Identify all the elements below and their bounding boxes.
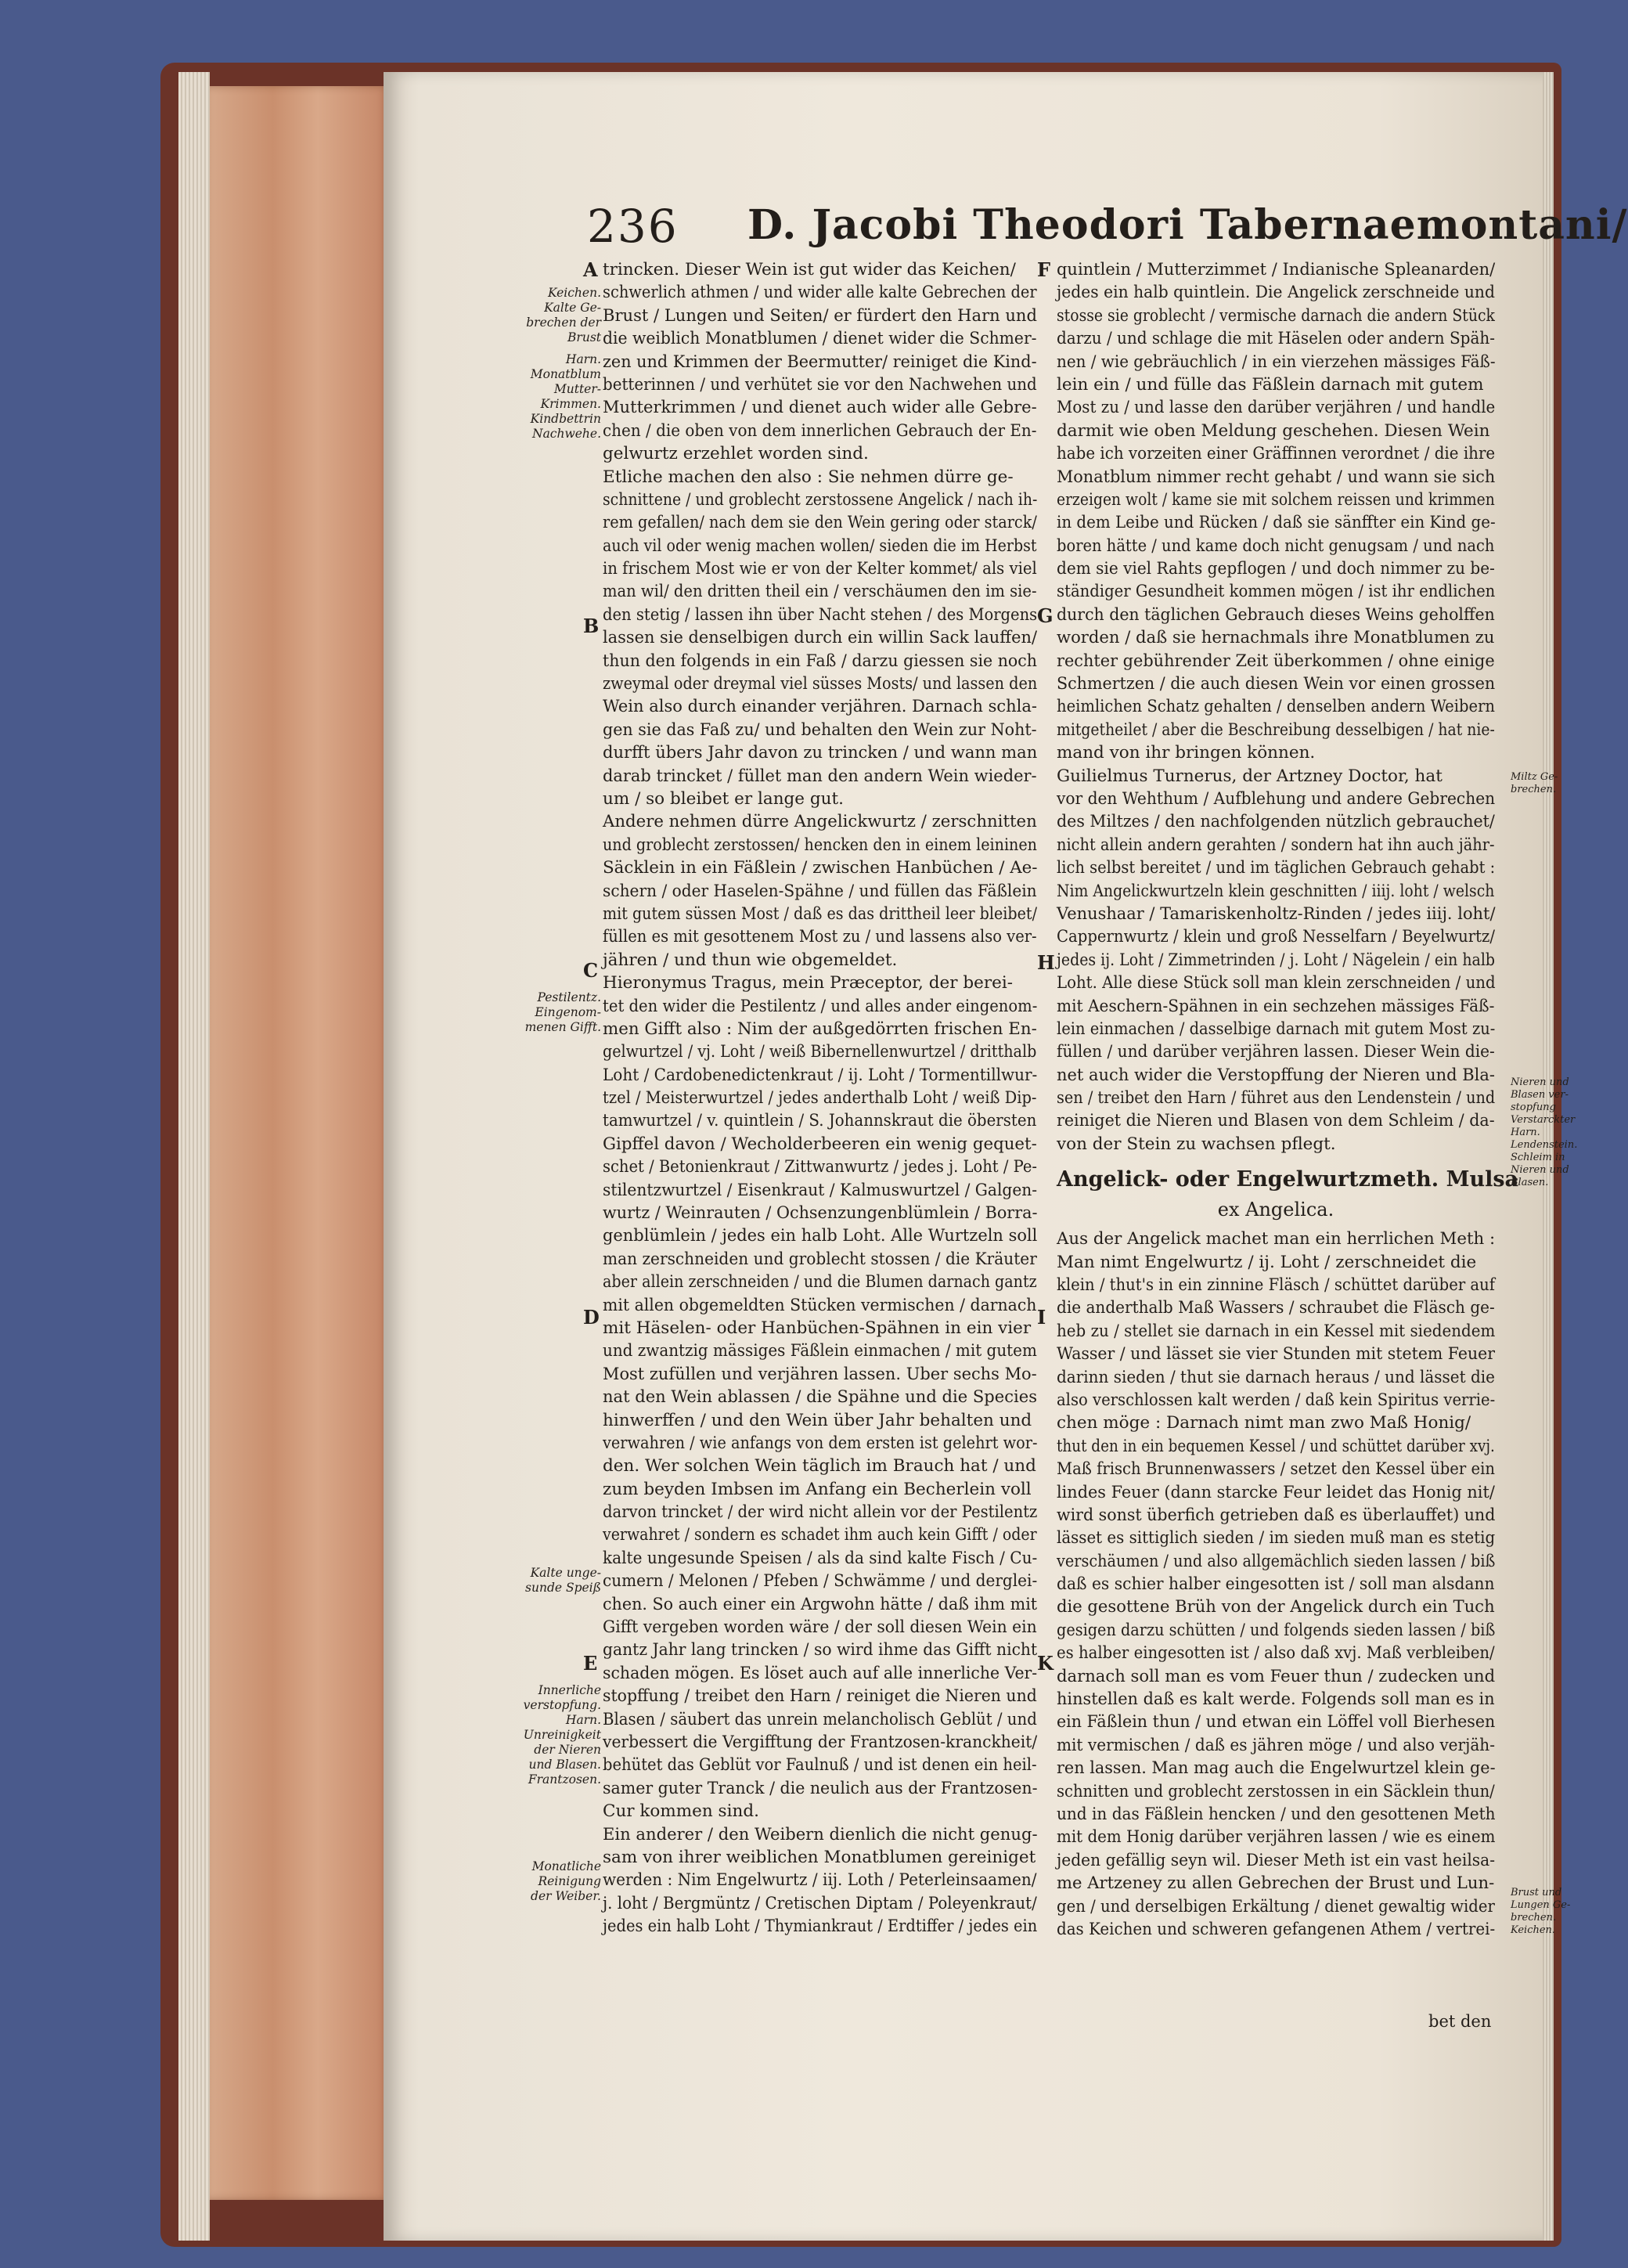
margin-note-verstopfung: Innerliche verstopfung. Harn. Unreinigkeit der Nieren und Blasen. Frantzosen. [523, 1683, 601, 1787]
text-line: schwerlich athmen / und wider alle kalte Gebrechen der [603, 283, 1037, 303]
text-line: mit dem Honig darüber verjähren lassen / wie es einem [1057, 1827, 1496, 1848]
text-line: also verschlossen kalt werden / daß kein Spiritus verrie- [1057, 1390, 1496, 1410]
text-line: Cur kommen sind. [603, 1801, 759, 1822]
text-line: me Artzeney zu allen Gebrechen der Brust und Lun- [1057, 1873, 1495, 1894]
text-line: wird sonst überfich getrieben daß es überlauffet) und [1057, 1505, 1496, 1525]
text-line: ständiger Gesundheit kommen mögen / ist ihr endlichen [1057, 582, 1496, 602]
text-line: tzel / Meisterwurtzel / jedes anderthalb Loht / weiß Dip- [603, 1088, 1037, 1109]
text-line: habe ich vorzeiten einer Gräffinnen verordnet / die ihre [1057, 444, 1496, 464]
margin-note-nieren: Nieren und Blasen ver- stopfung Verstarckter Harn. Lendenstein. Schleim in Nieren und Blasen. [1511, 1076, 1578, 1188]
text-line: heb zu / stellet sie darnach in ein Kessel mit siedendem [1057, 1321, 1496, 1341]
text-line: Mutterkrimmen / und dienet auch wider alle Gebre- [603, 398, 1037, 418]
text-line: chen / die oben von dem innerlichen Gebrauch der En- [603, 420, 1037, 441]
margin-note-pestilentz: Pestilentz. Eingenom- menen Gifft. [524, 990, 601, 1034]
text-line: sam von ihrer weiblichen Monatblumen gereiniget [603, 1847, 1036, 1867]
text-line: mit Aeschern-Spähnen in ein sechzehen mässiges Fäß- [1057, 996, 1495, 1016]
text-line: Wasser / und lässet sie vier Stunden mit stetem Feuer [1057, 1344, 1496, 1365]
text-line: das Keichen und schweren gefangenen Athem / vertrei- [1057, 1919, 1496, 1939]
text-line: betterinnen / und verhütet sie vor den Nachwehen und [603, 374, 1037, 395]
text-line: ein Fäßlein thun / und etwan ein Löffel voll Bierhesen [1057, 1712, 1496, 1733]
text-line: thut den in ein bequemen Kessel / und schüttet darüber xvj. [1057, 1436, 1495, 1456]
margin-note-kalte-speiss: Kalte unge- sunde Speiß [525, 1566, 601, 1595]
text-line: und zwantzig mässiges Fäßlein einmachen / mit gutem [603, 1341, 1037, 1361]
text-line: Etliche machen den also : Sie nehmen dürre ge- [603, 467, 1014, 487]
text-line: lein einmachen / dasselbige darnach mit gutem Most zu- [1057, 1019, 1496, 1039]
text-line: Most zu / und lasse den darüber verjähren / und handle [1057, 398, 1496, 418]
section-marker-k: K [1037, 1652, 1054, 1675]
section-marker-d: D [583, 1306, 600, 1329]
text-line: vor den Wehthum / Aufblehung und andere Gebrechen [1057, 788, 1496, 809]
text-line: samer guter Tranck / die neulich aus der Frantzosen- [603, 1778, 1038, 1798]
text-line: mitgetheilet / aber die Beschreibung desselbigen / hat nie- [1057, 719, 1495, 740]
text-line: wurtz / Weinrauten / Ochsenzungenblümlein / Borra- [603, 1203, 1038, 1224]
section-marker-i: I [1037, 1306, 1046, 1329]
section-marker-b: B [583, 615, 600, 637]
margin-note-monatliche: Monatliche Reinigung der Weiber. [531, 1859, 601, 1903]
text-line: lindes Feuer (dann starcke Feur leidet das Honig nit/ [1057, 1482, 1495, 1502]
text-line: gantz Jahr lang trincken / so wird ihme das Gifft nicht [603, 1640, 1038, 1660]
text-line: Wein also durch einander verjähren. Darnach schla- [603, 697, 1037, 717]
text-line: rechter gebührender Zeit überkommen / ohne einige [1057, 651, 1495, 671]
text-line: die weiblich Monatblumen / dienet wider die Schmer- [603, 329, 1037, 349]
text-line: erzeigen wolt / kame sie mit solchem reissen und krimmen [1057, 489, 1495, 510]
text-line: ren lassen. Man mag auch die Engelwurtzel klein ge- [1057, 1758, 1496, 1779]
page-stack-edge [178, 72, 210, 2241]
catchword: bet den [1428, 2012, 1492, 2031]
text-line: stosse sie groblecht / vermische darnach die andern Stück [1057, 305, 1495, 326]
section-subheading: ex Angelica. [1217, 1199, 1334, 1221]
text-line: stopffung / treibet den Harn / reiniget die Nieren und [603, 1686, 1037, 1707]
text-line: des Miltzes / den nachfolgenden nützlich gebrauchet/ [1057, 812, 1495, 832]
text-line: genblümlein / jedes ein halb Loht. Alle Wurtzeln soll [603, 1226, 1038, 1246]
margin-note-harn: Harn. Monatblum Mutter- Krimmen. Kindbettrin Nachwehe. [530, 352, 601, 441]
text-line: füllen es mit gesottenem Most zu / und lassens also ver- [603, 927, 1037, 947]
text-line: Schmertzen / die auch diesen Wein vor einen grossen [1057, 674, 1496, 694]
text-line: aber allein zerschneiden / und die Blumen darnach gantz [603, 1272, 1037, 1293]
text-line: gelwurtzel / vj. Loht / weiß Bibernellenwurtzel / dritthalb [603, 1042, 1037, 1062]
text-line: Man nimt Engelwurtz / ij. Loht / zerschneidet die [1057, 1252, 1477, 1272]
text-line: Gifft vergeben worden wäre / der soll diesen Wein ein [603, 1617, 1037, 1638]
margin-note-brust: Brust und Lungen Ge- brechen. Keichen. [1511, 1887, 1571, 1936]
text-line: schaden mögen. Es löset auch auf alle innerliche Ver- [603, 1663, 1038, 1683]
text-line: zen und Krimmen der Beermutter/ reiniget die Kind- [603, 352, 1037, 372]
text-line: Guilielmus Turnerus, der Artzney Doctor, hat [1057, 766, 1443, 786]
section-marker-h: H [1037, 951, 1055, 974]
text-line: heimlichen Schatz gehalten / denselben andern Weibern [1057, 697, 1496, 717]
text-line: jedes ein halb quintlein. Die Angelick zerschneide und [1057, 283, 1495, 303]
left-text-column [603, 258, 1037, 1938]
text-line: von der Stein zu wachsen pflegt. [1057, 1134, 1336, 1154]
text-line: Brust / Lungen und Seiten/ er fürdert den Harn und [603, 305, 1037, 326]
text-line: Cappernwurtz / klein und groß Nesselfarn / Beyelwurtz/ [1057, 927, 1496, 947]
text-line: mit gutem süssen Most / daß es das drittheil leer bleibet/ [603, 903, 1038, 924]
text-line: man zerschneiden und groblecht stossen / die Kräuter [603, 1249, 1037, 1269]
text-line: mit vermischen / daß es jähren möge / und also verjäh- [1057, 1735, 1496, 1755]
text-line: kalte ungesunde Speisen / als da sind kalte Fisch / Cu- [603, 1548, 1038, 1568]
text-line: schnitten und groblecht zerstossen in ein Säcklein thun/ [1057, 1781, 1495, 1801]
text-line: daß es schier halber eingesotten ist / soll man alsdann [1057, 1574, 1495, 1595]
section-marker-g: G [1037, 604, 1054, 627]
text-line: jähren / und thun wie obgemeldet. [603, 950, 898, 970]
text-line: trincken. Dieser Wein ist gut wider das Keichen/ [603, 260, 1016, 279]
page-header [587, 200, 1628, 254]
text-line: mit allen obgemeldten Stücken vermischen / darnach [603, 1295, 1037, 1315]
text-line: quintlein / Mutterzimmet / Indianische Spleanarden/ [1057, 260, 1496, 279]
running-title: D. Jacobi Theodori Tabernaemontani/ [747, 201, 1628, 249]
text-line: verwahren / wie anfangs von dem ersten ist gelehrt wor- [603, 1433, 1038, 1453]
text-line: lassen sie denselbigen durch ein willin Sack lauffen/ [603, 628, 1037, 648]
text-line: zweymal oder dreymal viel süsses Mosts/ und lassen den [603, 674, 1038, 694]
text-line: füllen / und darüber verjähren lassen. Dieser Wein die- [1057, 1042, 1495, 1062]
text-line: und groblecht zerstossen/ hencken den in einem leininen [603, 835, 1037, 855]
text-line: die anderthalb Maß Wassers / schraubet die Fläsch ge- [1057, 1298, 1495, 1318]
text-line: chen möge : Darnach nimt man zwo Maß Honig/ [1057, 1413, 1471, 1433]
text-line: zum beyden Imbsen im Anfang ein Becherlein voll [603, 1479, 1032, 1499]
text-line: hinwerffen / und den Wein über Jahr behalten und [603, 1410, 1032, 1430]
text-line: die gesottene Brüh von der Angelick durch ein Tuch [1057, 1597, 1495, 1617]
text-line: Aus der Angelick machet man ein herrlichen Meth : [1057, 1229, 1496, 1249]
section-marker-c: C [583, 959, 599, 982]
right-text-column [1057, 258, 1519, 1941]
text-line: schet / Betonienkraut / Zittwanwurtz / jedes j. Loht / Pe- [603, 1157, 1037, 1177]
text-line: mand von ihr bringen können. [1057, 743, 1316, 763]
text-line: stilentzwurtzel / Eisenkraut / Kalmuswurtzel / Galgen- [603, 1180, 1038, 1200]
text-line: Hieronymus Tragus, mein Præceptor, der berei- [603, 973, 1013, 993]
text-line: reiniget die Nieren und Blasen von dem Schleim / da- [1057, 1111, 1495, 1131]
text-line: Gipffel davon / Wecholderbeeren ein wenig gequet- [603, 1134, 1037, 1154]
text-line: darmit wie oben Meldung geschehen. Diesen Wein [1057, 420, 1490, 441]
text-line: darvon trincket / der wird nicht allein vor der Pestilentz [603, 1502, 1038, 1523]
text-line: verwahret / sondern es schadet ihm auch kein Gifft / oder [603, 1525, 1037, 1545]
right-column-part-2 [1057, 1228, 1495, 1941]
text-line: um / so bleibet er lange gut. [603, 788, 844, 809]
section-marker-f: F [1037, 258, 1051, 281]
text-line: Monatblum nimmer recht gehabt / und wann sie sich [1057, 467, 1496, 487]
text-line: schnittene / und groblecht zerstossene Angelick / nach ih- [603, 489, 1038, 510]
text-line: nicht allein andern gerahten / sondern hat ihn auch jähr- [1057, 835, 1495, 855]
section-marker-a: A [583, 258, 598, 281]
text-line: nen / wie gebräuchlich / in ein vierzehen mässiges Fäß- [1057, 352, 1496, 372]
text-line: jeden gefällig seyn wil. Dieser Meth ist ein vast heilsa- [1057, 1850, 1496, 1870]
text-line: verschäumen / und also allgemächlich sieden lassen / biß [1057, 1551, 1496, 1571]
text-line: darnach soll man es vom Feuer thun / zudecken und [1057, 1666, 1496, 1686]
page-number: 236 [587, 200, 679, 253]
text-line: worden / daß sie hernachmals ihre Monatblumen zu [1057, 628, 1495, 648]
text-line: jedes ein halb Loht / Thymiankraut / Erdtiffer / jedes ein [603, 1916, 1038, 1937]
text-line: Andere nehmen dürre Angelickwurtz / zerschnitten [603, 812, 1037, 832]
text-line: darab trincket / füllet man den andern Wein wieder- [603, 766, 1037, 786]
text-line: tamwurtzel / v. quintlein / S. Johannskraut die öbersten [603, 1111, 1037, 1131]
text-line: thun den folgends in ein Faß / darzu giessen sie noch [603, 651, 1038, 671]
margin-note-miltz: Miltz Ge- brechen. [1511, 771, 1558, 795]
text-line: Säcklein in ein Fäßlein / zwischen Hanbüchen / Ae- [603, 858, 1038, 878]
text-line: in dem Leibe und Rücken / daß sie sänffter ein Kind ge- [1057, 513, 1496, 533]
text-line: schern / oder Haselen-Spähne / und füllen das Fäßlein [603, 881, 1037, 901]
text-line: lein ein / und fülle das Fäßlein darnach mit gutem [1057, 374, 1484, 395]
right-column-part-1 [1057, 258, 1495, 1156]
text-line: darzu / und schlage die mit Häselen oder andern Späh- [1057, 329, 1495, 349]
text-line: Loht / Cardobenedictenkraut / ij. Loht / Tormentillwur- [603, 1065, 1038, 1085]
section-heading: Angelick- oder Engelwurtzmeth. Mulsa [1057, 1167, 1519, 1192]
book-fore-edge [210, 86, 390, 2200]
text-line: gesigen darzu schütten / und folgends sieden lassen / biß [1057, 1620, 1496, 1640]
text-line: den stetig / lassen ihn über Nacht stehen / des Morgens [603, 604, 1038, 625]
text-line: jedes ij. Loht / Zimmetrinden / j. Loht / Nägelein / ein halb [1057, 950, 1496, 970]
text-line: Blasen / säubert das unrein melancholisch Geblüt / und [603, 1709, 1037, 1729]
text-line: boren hätte / und kame doch nicht genugsam / und nach [1057, 535, 1495, 556]
text-line: Venushaar / Tamariskenholtz-Rinden / jedes iiij. loht/ [1057, 903, 1496, 924]
text-line: hinstellen daß es kalt werde. Folgends soll man es in [1057, 1689, 1495, 1710]
text-line: rem gefallen/ nach dem sie den Wein gering oder starck/ [603, 513, 1037, 533]
text-line: Most zufüllen und verjähren lassen. Uber sechs Mo- [603, 1364, 1037, 1384]
text-line: j. loht / Bergmüntz / Cretischen Diptam / Poleyenkraut/ [603, 1893, 1037, 1913]
text-line: in frischem Most wie er von der Kelter kommet/ als viel [603, 559, 1037, 579]
text-line: und in das Fäßlein hencken / und den gesottenen Meth [1057, 1805, 1496, 1824]
text-line: durfft übers Jahr davon zu trincken / und wann man [603, 743, 1038, 763]
text-line: chen. So auch einer ein Argwohn hätte / daß ihm mit [603, 1594, 1038, 1614]
text-line: man wil/ den dritten theil ein / verschäumen den im sie- [603, 582, 1037, 602]
text-line: tet den wider die Pestilentz / und alles ander eingenom- [603, 996, 1038, 1016]
text-line: auch vil oder wenig machen wollen/ sieden die im Herbst [603, 535, 1037, 556]
text-line: Ein anderer / den Weibern dienlich die nicht genug- [603, 1824, 1038, 1844]
text-line: cumern / Melonen / Pfeben / Schwämme / und derglei- [603, 1571, 1038, 1592]
text-line: lich selbst bereitet / und im täglichen Gebrauch gehabt : [1057, 858, 1496, 878]
text-line: darinn sieden / thut sie darnach heraus / und lässet die [1057, 1367, 1495, 1387]
text-line: verbessert die Vergifftung der Frantzosen-kranckheit/ [603, 1733, 1038, 1752]
margin-note-keichen: Keichen. Kalte Ge- brechen der Brust [526, 286, 601, 344]
text-line: es halber eingesotten ist / also daß xvj. Maß verbleiben/ [1057, 1643, 1495, 1664]
text-line: den. Wer solchen Wein täglich im Brauch hat / und [603, 1456, 1036, 1477]
text-line: durch den täglichen Gebrauch dieses Weins geholffen [1057, 604, 1495, 625]
text-line: Maß frisch Brunnenwassers / setzet den Kessel über ein [1057, 1459, 1495, 1480]
text-line: Nim Angelickwurtzeln klein geschnitten / iiij. loht / welsch [1057, 881, 1495, 901]
text-line: gen sie das Faß zu/ und behalten den Wein zur Noht- [603, 719, 1037, 740]
text-line: behütet das Geblüt vor Faulnuß / und ist denen ein heil- [603, 1755, 1037, 1776]
text-line: lässet es sittiglich sieden / im sieden muß man es stetig [1057, 1528, 1496, 1549]
text-line: klein / thut's in ein zinnine Fläsch / schüttet darüber auf [1057, 1275, 1495, 1296]
text-line: gen / und derselbigen Erkältung / dienet gewaltig wider [1057, 1896, 1495, 1916]
section-marker-e: E [583, 1652, 598, 1675]
text-line: sen / treibet den Harn / führet aus den Lendenstein / und [1057, 1088, 1496, 1109]
text-line: net auch wider die Verstopffung der Nieren und Bla- [1057, 1065, 1495, 1085]
text-line: Loht. Alle diese Stück soll man klein zerschneiden / und [1057, 973, 1496, 993]
text-line: mit Häselen- oder Hanbüchen-Spähnen in ein vier [603, 1318, 1032, 1338]
text-line: dem sie viel Rahts gepflogen / und doch nimmer zu be- [1057, 559, 1495, 579]
text-line: gelwurtz erzehlet worden sind. [603, 444, 869, 464]
text-line: nat den Wein ablassen / die Spähne und die Species [603, 1387, 1038, 1408]
text-line: werden : Nim Engelwurtz / iij. Loth / Peterleinsaamen/ [603, 1870, 1037, 1891]
text-line: men Gifft also : Nim der außgedörrten frischen En- [603, 1019, 1037, 1039]
